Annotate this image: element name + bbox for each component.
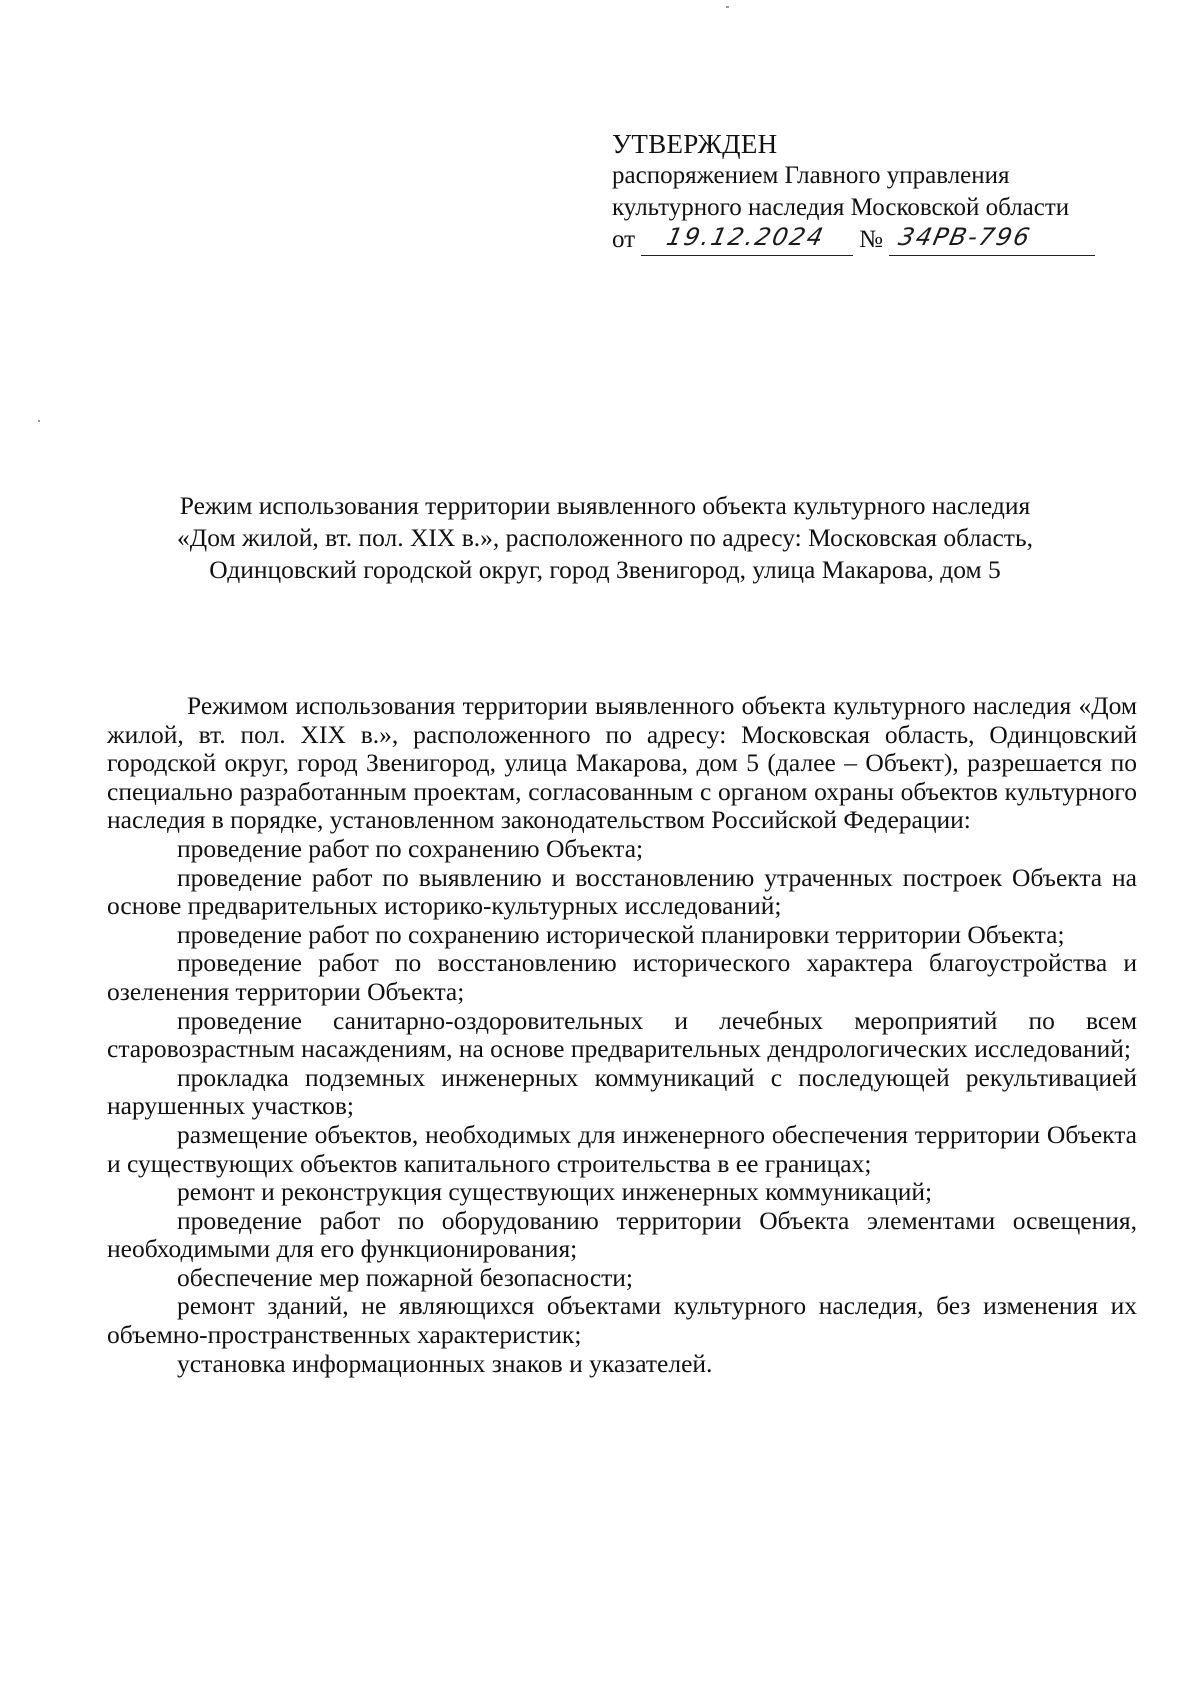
- document-title: [100, 490, 1110, 586]
- scan-speck: [726, 6, 729, 8]
- list-item: ремонт зданий, не являющихся объектами культурного наследия, без изменения их объемно-пространственных характеристик;: [107, 1291, 1137, 1350]
- document-body: [107, 692, 1137, 1378]
- list-item: ремонт и реконструкция существующих инженерных коммуникаций;: [177, 1177, 933, 1207]
- list-item: проведение санитарно-оздоровительных и лечебных мероприятий по всем старовозрастным насаждениям, на основе предварительных дендрологических исследований;: [107, 1005, 1137, 1064]
- list-item: установка информационных знаков и указателей.: [177, 1348, 713, 1378]
- list-item: проведение работ по оборудованию территории Объекта элементами освещения, необходимыми для его функционирования;: [107, 1205, 1137, 1264]
- list-item: обеспечение мер пожарной безопасности;: [177, 1262, 634, 1292]
- date-prefix: от: [612, 226, 636, 253]
- title-line-2: «Дом жилой, вт. пол. XIX в.», расположенного по адресу: Московская область,: [177, 523, 1033, 552]
- list-item: проведение работ по сохранению Объекта;: [177, 833, 644, 863]
- title-line-1: Режим использования территории выявленного объекта культурного наследия: [179, 491, 1031, 520]
- intro-paragraph: Режимом использования территории выявленного объекта культурного наследия «Дом жилой, вт. пол. XIX в.», расположенного по адресу: Московская область, Одинцовский городской округ, город Звенигород, улица Макарова, дом 5 (далее – Объект), разрешается по специально разработанным проектам, согласованным с органом охраны объектов культурного наследия в порядке, установленном законодательством Российской Федерации:: [107, 691, 1137, 835]
- scan-speck: [38, 420, 40, 422]
- number-blank: [889, 225, 1095, 256]
- number-prefix: №: [859, 226, 883, 253]
- list-item: проведение работ по сохранению исторической планировки территории Объекта;: [177, 919, 1065, 949]
- approval-line-1: распоряжением Главного управления: [612, 162, 1010, 189]
- approval-date-row: [612, 224, 1101, 256]
- approval-heading: УТВЕРЖДЕН: [612, 129, 778, 159]
- approval-block: [612, 128, 1101, 256]
- list-item: прокладка подземных инженерных коммуникаций с последующей рекультивацией нарушенных участков;: [107, 1062, 1137, 1121]
- list-item: размещение объектов, необходимых для инженерного обеспечения территории Объекта и существующих объектов капитального строительства в ее границах;: [107, 1119, 1137, 1178]
- approval-line-2: культурного наследия Московской области: [612, 194, 1070, 221]
- list-item: проведение работ по выявлению и восстановлению утраченных построек Объекта на основе предварительных историко-культурных исследований;: [107, 862, 1137, 921]
- date-blank: [641, 225, 853, 256]
- list-item: проведение работ по восстановлению исторического характера благоустройства и озеленения территории Объекта;: [107, 948, 1137, 1006]
- title-line-3: Одинцовский городской округ, город Звенигород, улица Макарова, дом 5: [209, 555, 1001, 584]
- handwritten-date: 19.12.2024: [664, 223, 828, 251]
- handwritten-number: 34РВ-796: [895, 223, 1034, 251]
